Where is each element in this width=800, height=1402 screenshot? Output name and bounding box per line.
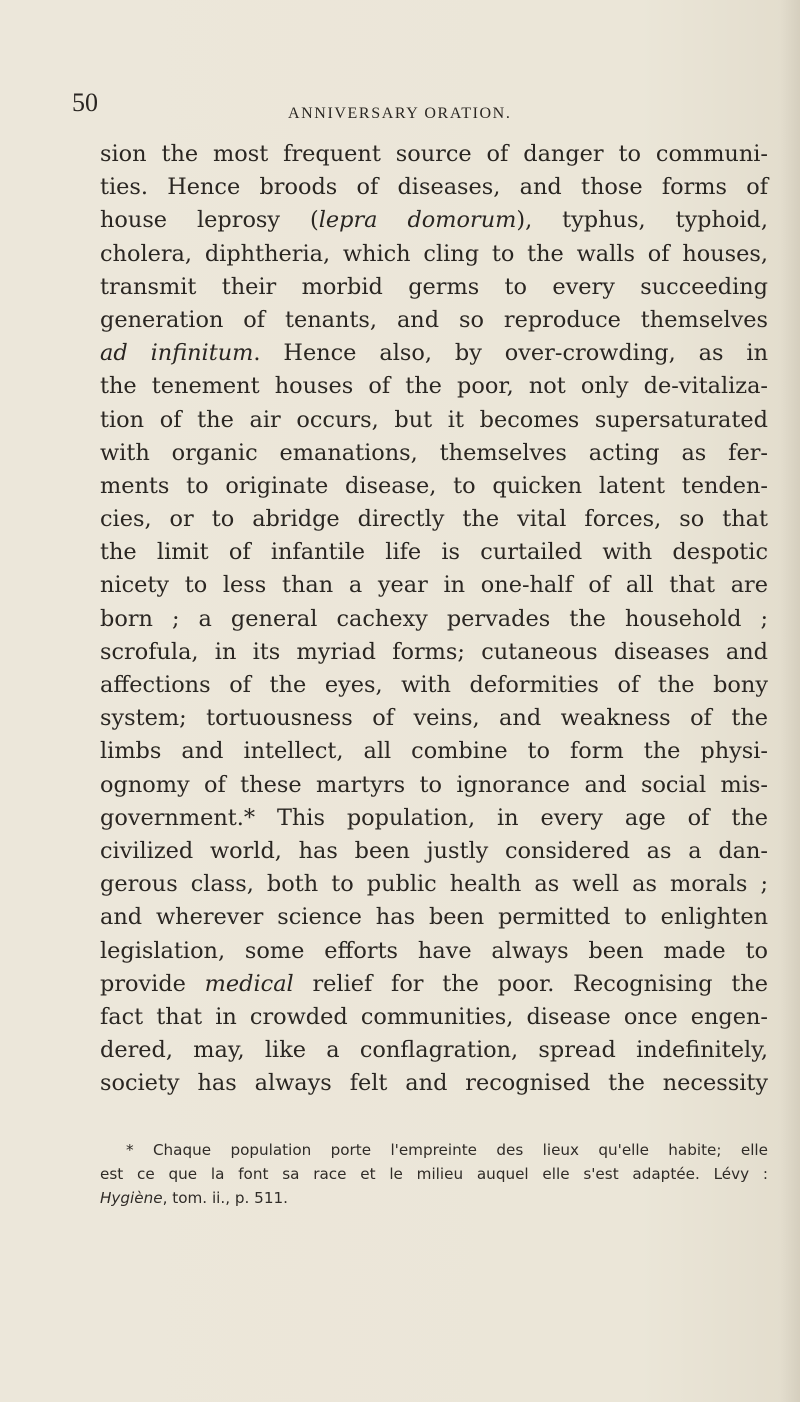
body-line: government.* This population, in every age of the bbox=[100, 804, 768, 831]
body-line: the limit of infantile life is curtailed with despotic bbox=[100, 539, 768, 566]
body-line: tion of the air occurs, but it becomes supersaturated bbox=[100, 406, 768, 433]
body-line: ties. Hence broods of diseases, and those forms of bbox=[100, 174, 768, 201]
body-line: cies, or to abridge directly the vital forces, so that bbox=[100, 506, 768, 533]
body-line: and wherever science has been permitted to enlighten bbox=[100, 904, 768, 931]
italic-phrase: Hygiène bbox=[100, 1189, 163, 1207]
body-line: nicety to less than a year in one-half of all that are bbox=[100, 572, 768, 599]
body-line: dered, may, like a conflagration, spread indefinitely, bbox=[100, 1037, 768, 1064]
body-line: civilized world, has been justly considered as a dan- bbox=[100, 837, 768, 864]
body-line: gerous class, both to public health as well as morals ; bbox=[100, 871, 768, 898]
running-head: ANNIVERSARY ORATION. bbox=[288, 105, 512, 122]
body-line: society has always felt and recognised the necessity bbox=[100, 1070, 768, 1097]
italic-phrase: ad infinitum bbox=[100, 340, 254, 367]
body-line: fact that in crowded communities, disease once engen- bbox=[100, 1003, 768, 1030]
footnote-line: Hygiène, tom. ii., p. 511. bbox=[100, 1189, 288, 1207]
page-number: 50 bbox=[72, 88, 98, 117]
page-edge-shadow bbox=[780, 0, 800, 1402]
body-line: ad infinitum. Hence also, by over-crowding, as in bbox=[100, 340, 768, 367]
body-line: ments to originate disease, to quicken latent tenden- bbox=[100, 472, 768, 499]
page-header bbox=[0, 86, 800, 126]
body-line: system; tortuousness of veins, and weakness of the bbox=[100, 705, 768, 732]
body-line: provide medical relief for the poor. Recognising the bbox=[100, 970, 768, 997]
body-line: sion the most frequent source of danger to communi- bbox=[100, 141, 768, 167]
italic-phrase: medical bbox=[204, 970, 294, 997]
body-line: cholera, diphtheria, which cling to the walls of houses, bbox=[100, 240, 768, 267]
footnote-line: est ce que la font sa race et le milieu auquel elle s'est adaptée. Lévy : bbox=[100, 1165, 768, 1183]
body-line: transmit their morbid germs to every succeeding bbox=[100, 273, 768, 300]
body-line: limbs and intellect, all combine to form the physi- bbox=[100, 738, 768, 765]
body-line: born ; a general cachexy pervades the household ; bbox=[100, 605, 768, 632]
footnote-line: * Chaque population porte l'empreinte des lieux qu'elle habite; elle bbox=[126, 1141, 768, 1159]
body-line: the tenement houses of the poor, not only de-vitaliza- bbox=[100, 373, 768, 400]
body-line: house leprosy (lepra domorum), typhus, typhoid, bbox=[100, 207, 768, 234]
body-line: legislation, some efforts have always been made to bbox=[100, 937, 768, 964]
body-line: with organic emanations, themselves acting as fer- bbox=[100, 439, 768, 466]
body-line: ognomy of these martyrs to ignorance and social mis- bbox=[100, 771, 768, 798]
body-text bbox=[100, 138, 768, 1100]
italic-phrase: lepra domorum bbox=[318, 207, 517, 234]
body-line: scrofula, in its myriad forms; cutaneous diseases and bbox=[100, 638, 768, 665]
footnote bbox=[100, 1138, 768, 1210]
body-line: generation of tenants, and so reproduce themselves bbox=[100, 306, 768, 333]
body-line: affections of the eyes, with deformities of the bony bbox=[100, 672, 768, 698]
